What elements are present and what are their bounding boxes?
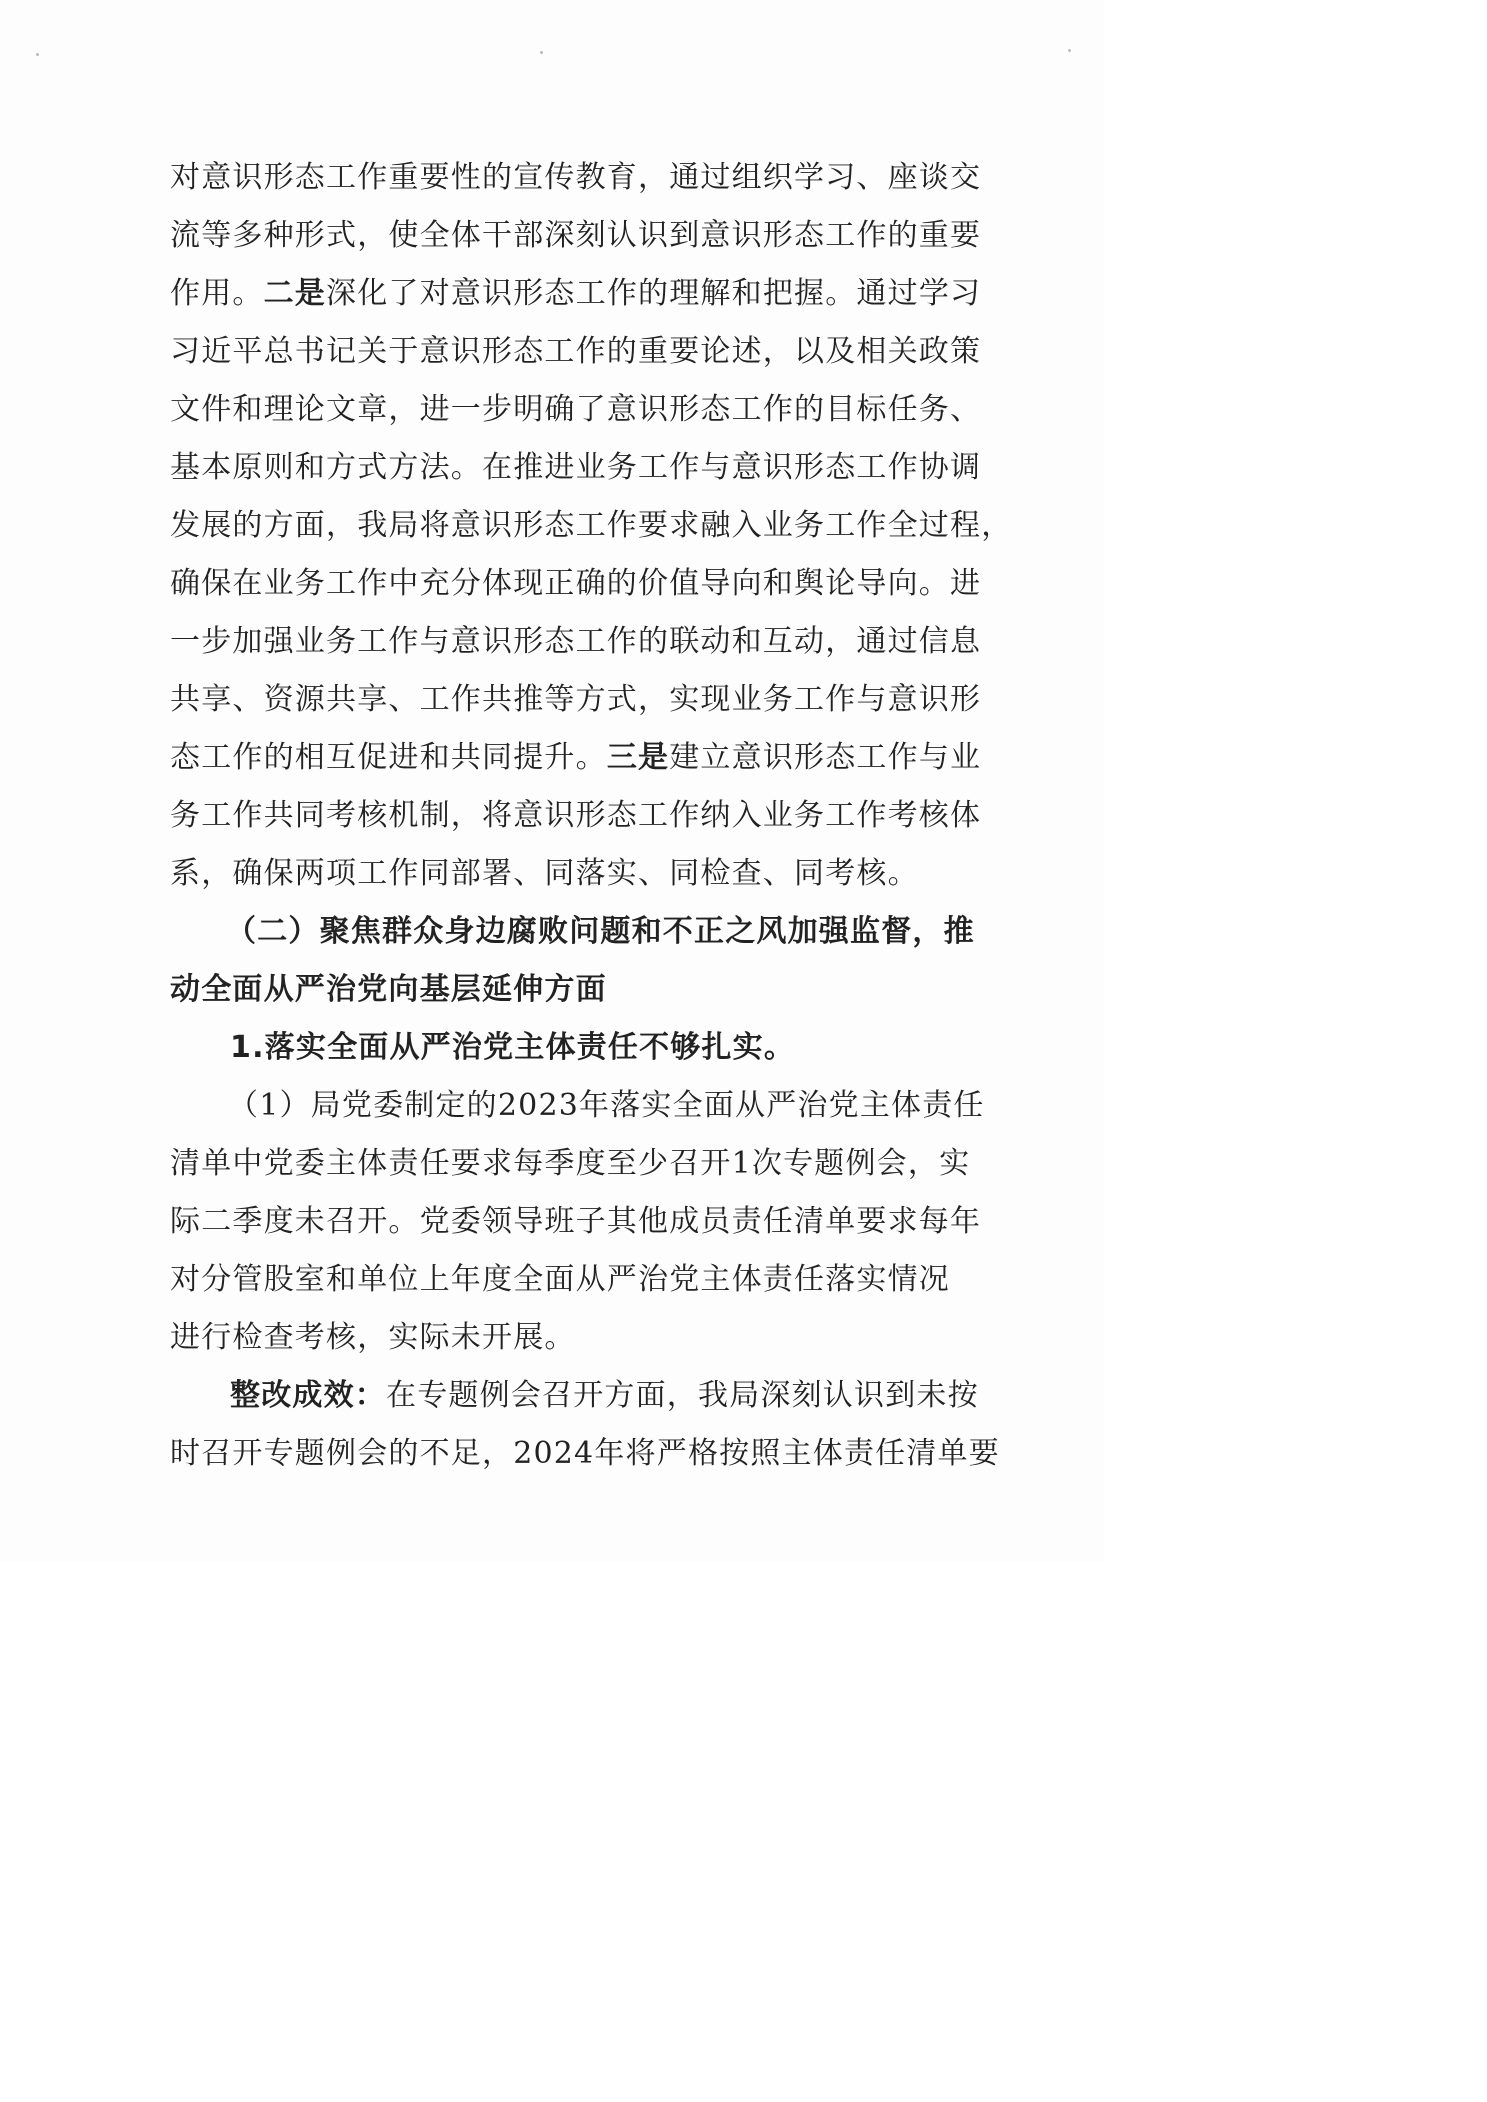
body-line [170,266,982,322]
body-line [170,556,982,612]
text-run: 发展的方面，我局将意识形态工作要求融入业务工作全过程， [170,508,1013,543]
heading-run: 1.落实全面从严治党主体责任不够扎实。 [230,1030,796,1065]
text-run: 对意识形态工作重要性的宣传教育，通过组织学习、座谈交 [170,160,982,195]
text-run: 务工作共同考核机制，将意识形态工作纳入业务工作考核体 [170,798,982,833]
text-run: 一步加强业务工作与意识形态工作的联动和互动，通过信息 [170,624,982,659]
text-run: 流等多种形式，使全体干部深刻认识到意识形态工作的重要 [170,218,982,253]
section-heading [170,962,950,1018]
text-run: 对分管股室和单位上年度全面从严治党主体责任落实情况 [170,1262,950,1297]
body-line [170,1136,971,1192]
text-run: 共享、资源共享、工作共推等方式，实现业务工作与意识形 [170,682,982,717]
scan-speck [540,51,543,54]
body-line [170,730,982,786]
body-line [170,150,982,206]
text-run: 建立意识形态工作与业 [669,740,982,775]
body-line [170,324,982,380]
body-line [170,1426,1000,1482]
body-line [170,208,982,264]
emphasis-run: 二是 [263,276,327,311]
heading-run: 动全面从严治党向基层延伸方面 [170,972,607,1007]
text-run: 时召开专题例会的不足，2024年将严格按照主体责任清单要 [170,1436,1000,1471]
body-line [170,846,950,902]
text-run: 际二季度未召开。党委领导班子其他成员责任清单要求每年 [170,1204,982,1239]
text-run: 在专题例会召开方面，我局深刻认识到未按 [386,1378,979,1413]
text-run: 清单中党委主体责任要求每季度至少召开1次专题例会，实 [170,1146,971,1181]
text-run: 态工作的相互促进和共同提升。 [170,740,607,775]
body-line [170,672,982,728]
text-run: 系，确保两项工作同部署、同落实、同检查、同考核。 [170,856,919,891]
text-run: 习近平总书记关于意识形态工作的重要论述，以及相关政策 [170,334,982,369]
body-line [170,498,1013,554]
text-run: 确保在业务工作中充分体现正确的价值导向和舆论导向。进 [170,566,982,601]
subsection-heading [230,1020,1010,1076]
body-line [170,1194,982,1250]
section-heading [226,904,1006,960]
emphasis-run: 三是 [606,740,670,775]
text-run: 进行检查考核，实际未开展。 [170,1320,576,1355]
text-run: 基本原则和方式方法。在推进业务工作与意识形态工作协调 [170,450,982,485]
text-run: 作用。 [170,276,264,311]
body-line [170,1310,950,1366]
body-line [170,788,982,844]
scan-speck [36,53,39,56]
body-line [228,1078,1008,1134]
text-run: 深化了对意识形态工作的理解和把握。通过学习 [326,276,982,311]
text-run: 文件和理论文章，进一步明确了意识形态工作的目标任务、 [170,392,982,427]
body-line [170,614,982,670]
body-line [170,382,982,438]
emphasis-run: 整改成效： [230,1378,386,1413]
heading-run: （二）聚焦群众身边腐败问题和不正之风加强监督，推 [226,914,975,949]
body-line [230,1368,1010,1424]
text-run: （1）局党委制定的2023年落实全面从严治党主体责任 [228,1088,985,1123]
scan-speck [1068,49,1071,52]
body-line [170,440,982,496]
body-line [170,1252,950,1308]
